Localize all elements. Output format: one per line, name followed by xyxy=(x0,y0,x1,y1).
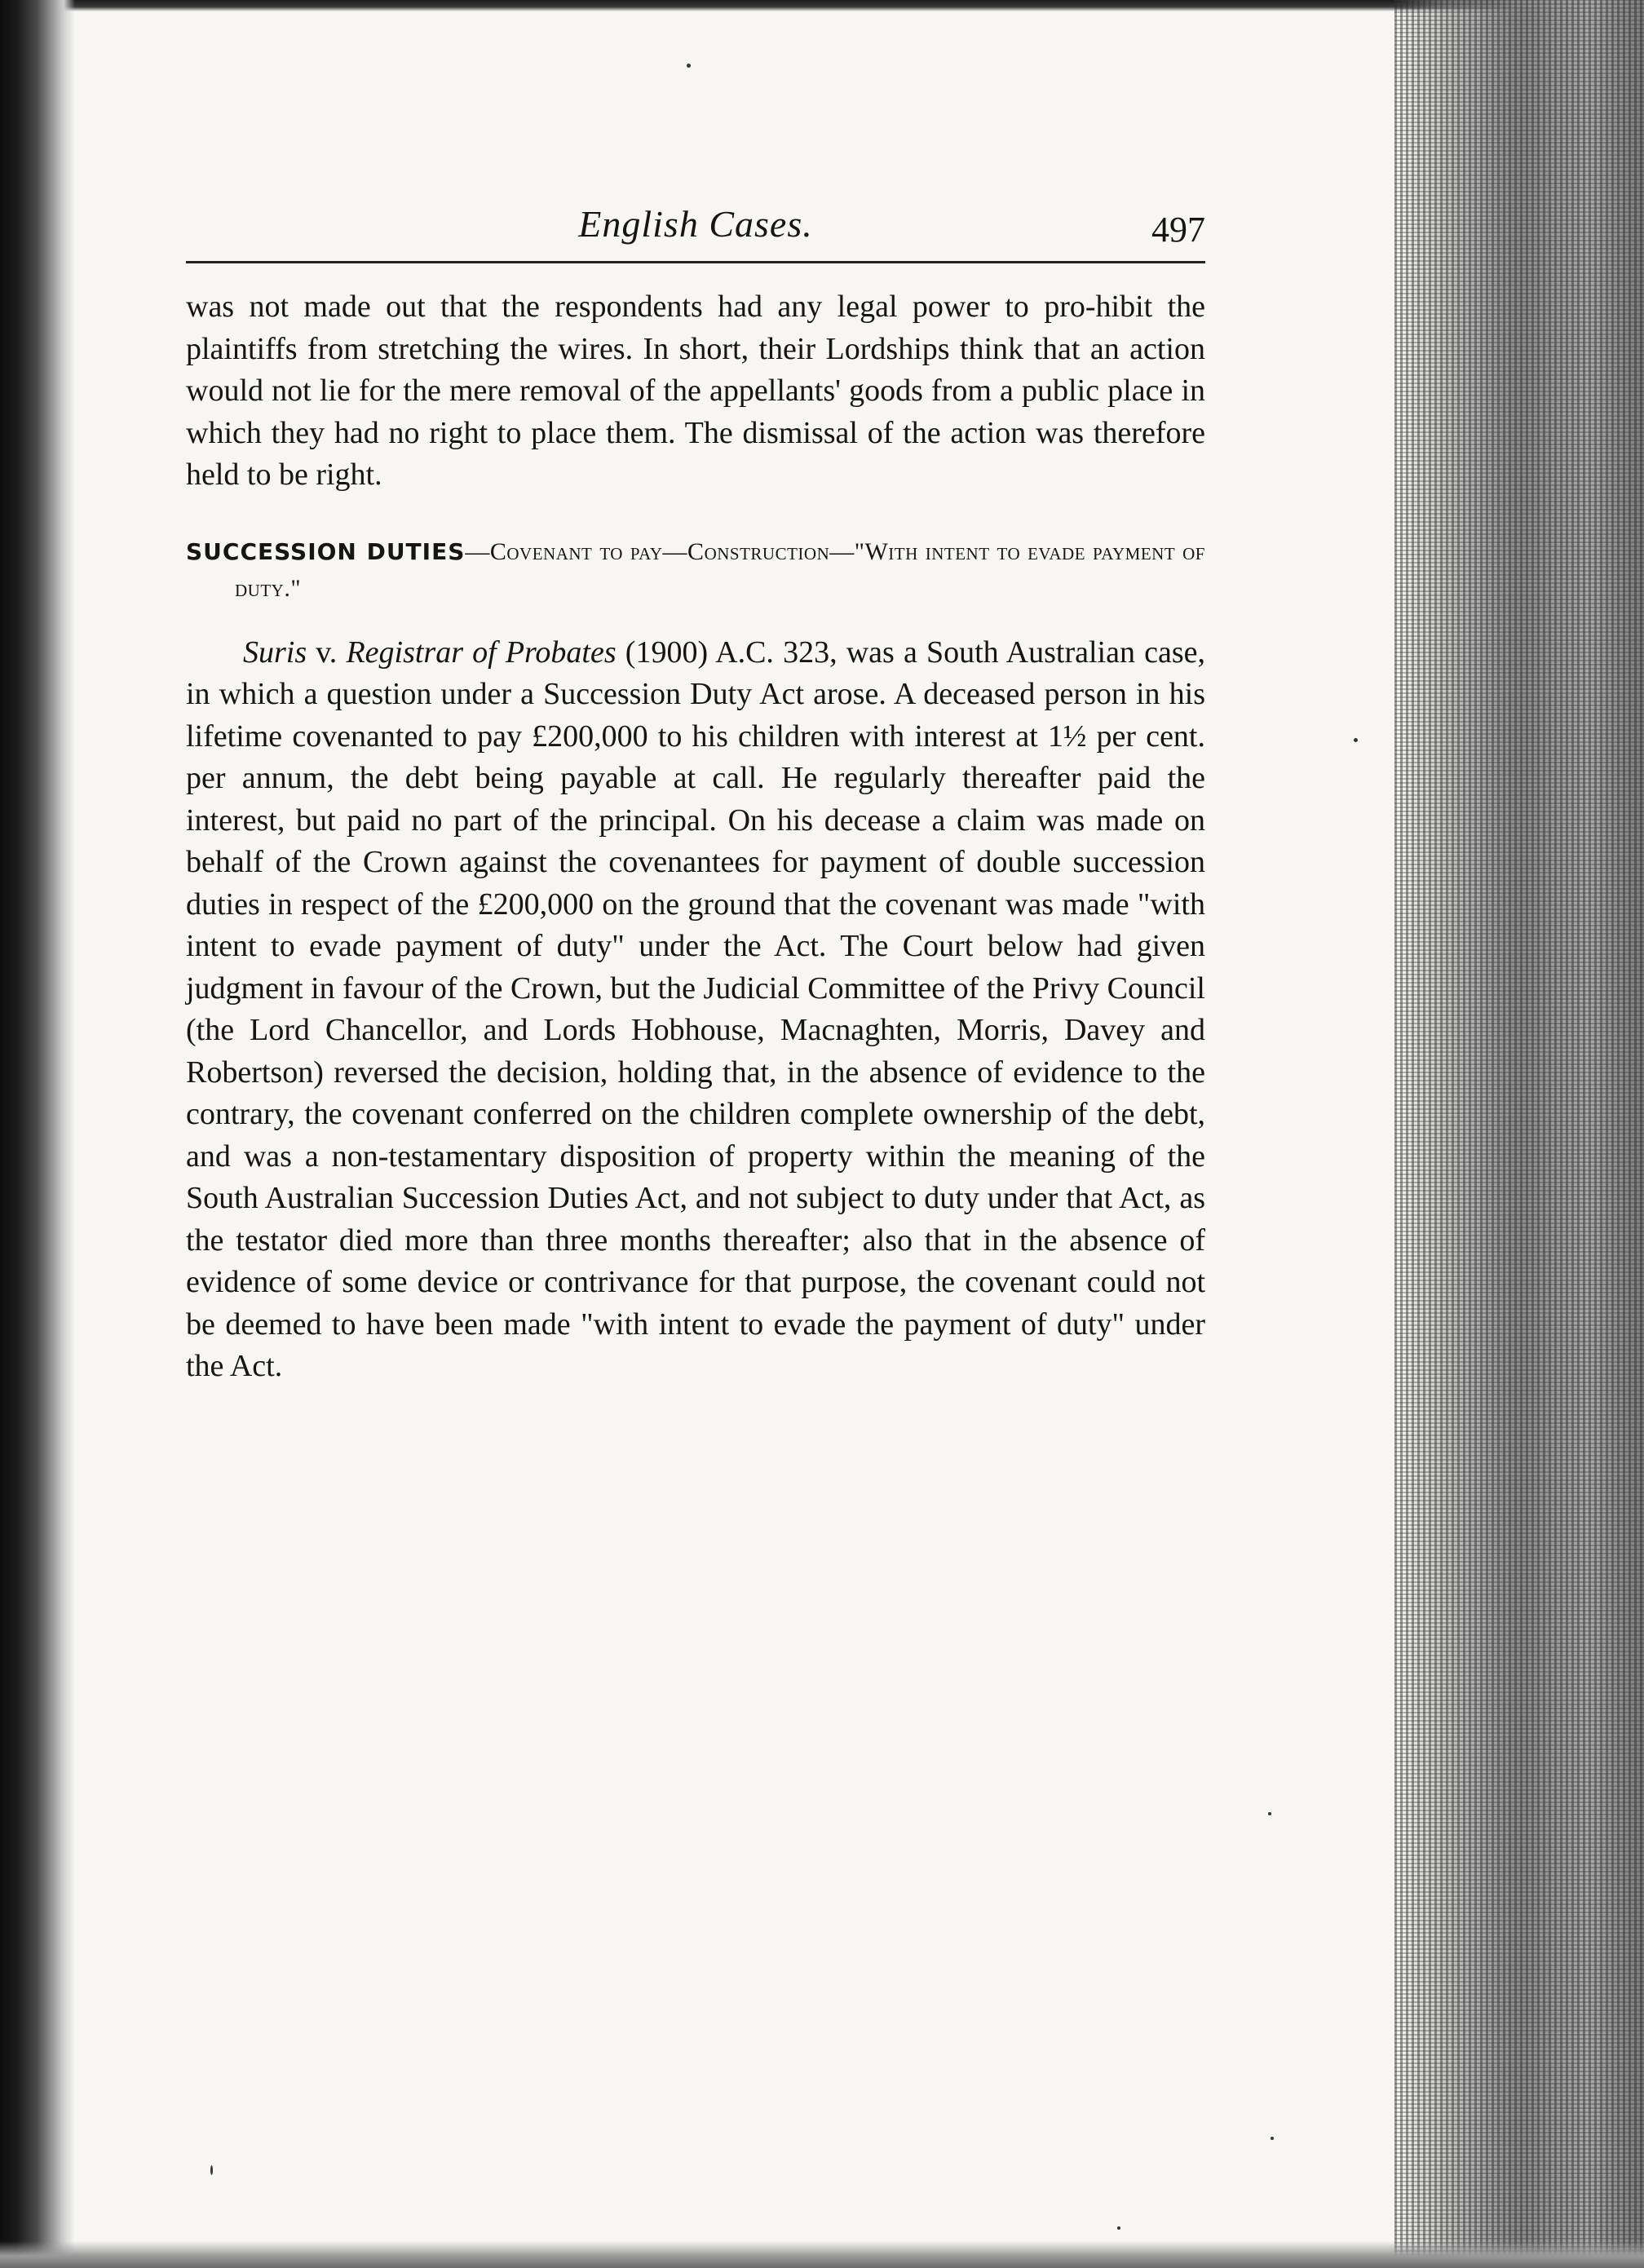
book-page xyxy=(186,196,1205,1388)
paragraph-case-summary xyxy=(186,632,1205,1388)
page-number: 497 xyxy=(1151,210,1205,250)
section-heading-sub: —Covenant to pay—Construction—"With intent to evade payment of duty." xyxy=(235,537,1205,602)
case-body: (1900) A.C. 323, was a South Australian case, in which a question under a Succession Duty Act arose. A deceased person in his lifetime covenanted to pay £200,000 to his children with interest at 1½ per cent. per annum, the debt being payable at call. He regularly thereafter paid the interest, but paid no part of the principal. On his decease a claim was made on behalf of the Crown against the covenantees for payment of double succession duties in respect of the £200,000 on the ground that the covenant was made "with intent to evade payment of duty" under the Act. The Court below had given judgment in favour of the Crown, but the Judicial Committee of the Privy Council (the Lord Chancellor, and Lords Hobhouse, Macnaghten, Morris, Davey and Robertson) reversed the decision, holding that, in the absence of evidence to the contrary, the covenant conferred on the children complete ownership of the debt, and was a non-testamentary disposition of property within the meaning of the South Australian Succession Duties Act, and not subject to duty under that Act, as the testator died more than three months thereafter; also that in the absence of evidence of some device or contrivance for that purpose, the covenant could not be deemed to have been made "with intent to evade the payment of duty" under the Act. xyxy=(186,634,1205,1383)
paragraph-continuation: was not made out that the respondents had any legal power to pro-hibit the plaintiffs from stretching the wires. In short, their Lordships think that an action would not lie for the mere removal of the appellants' goods from a public place in which they had no right to place them. The dismissal of the action was therefore held to be right. xyxy=(186,290,1205,492)
scan-edge-bottom xyxy=(0,2241,1644,2268)
scan-edge-left xyxy=(0,0,75,2268)
running-title: English Cases. xyxy=(578,203,813,245)
case-party-1: Suris xyxy=(243,634,307,670)
case-versus: v. xyxy=(307,634,347,670)
section-heading xyxy=(186,534,1205,608)
header-rule xyxy=(186,261,1205,263)
case-party-2: Registrar of Probates xyxy=(346,634,616,670)
scan-edge-right xyxy=(1394,0,1644,2268)
running-header xyxy=(186,196,1205,261)
section-heading-lead: SUCCESSION DUTIES xyxy=(186,537,466,565)
